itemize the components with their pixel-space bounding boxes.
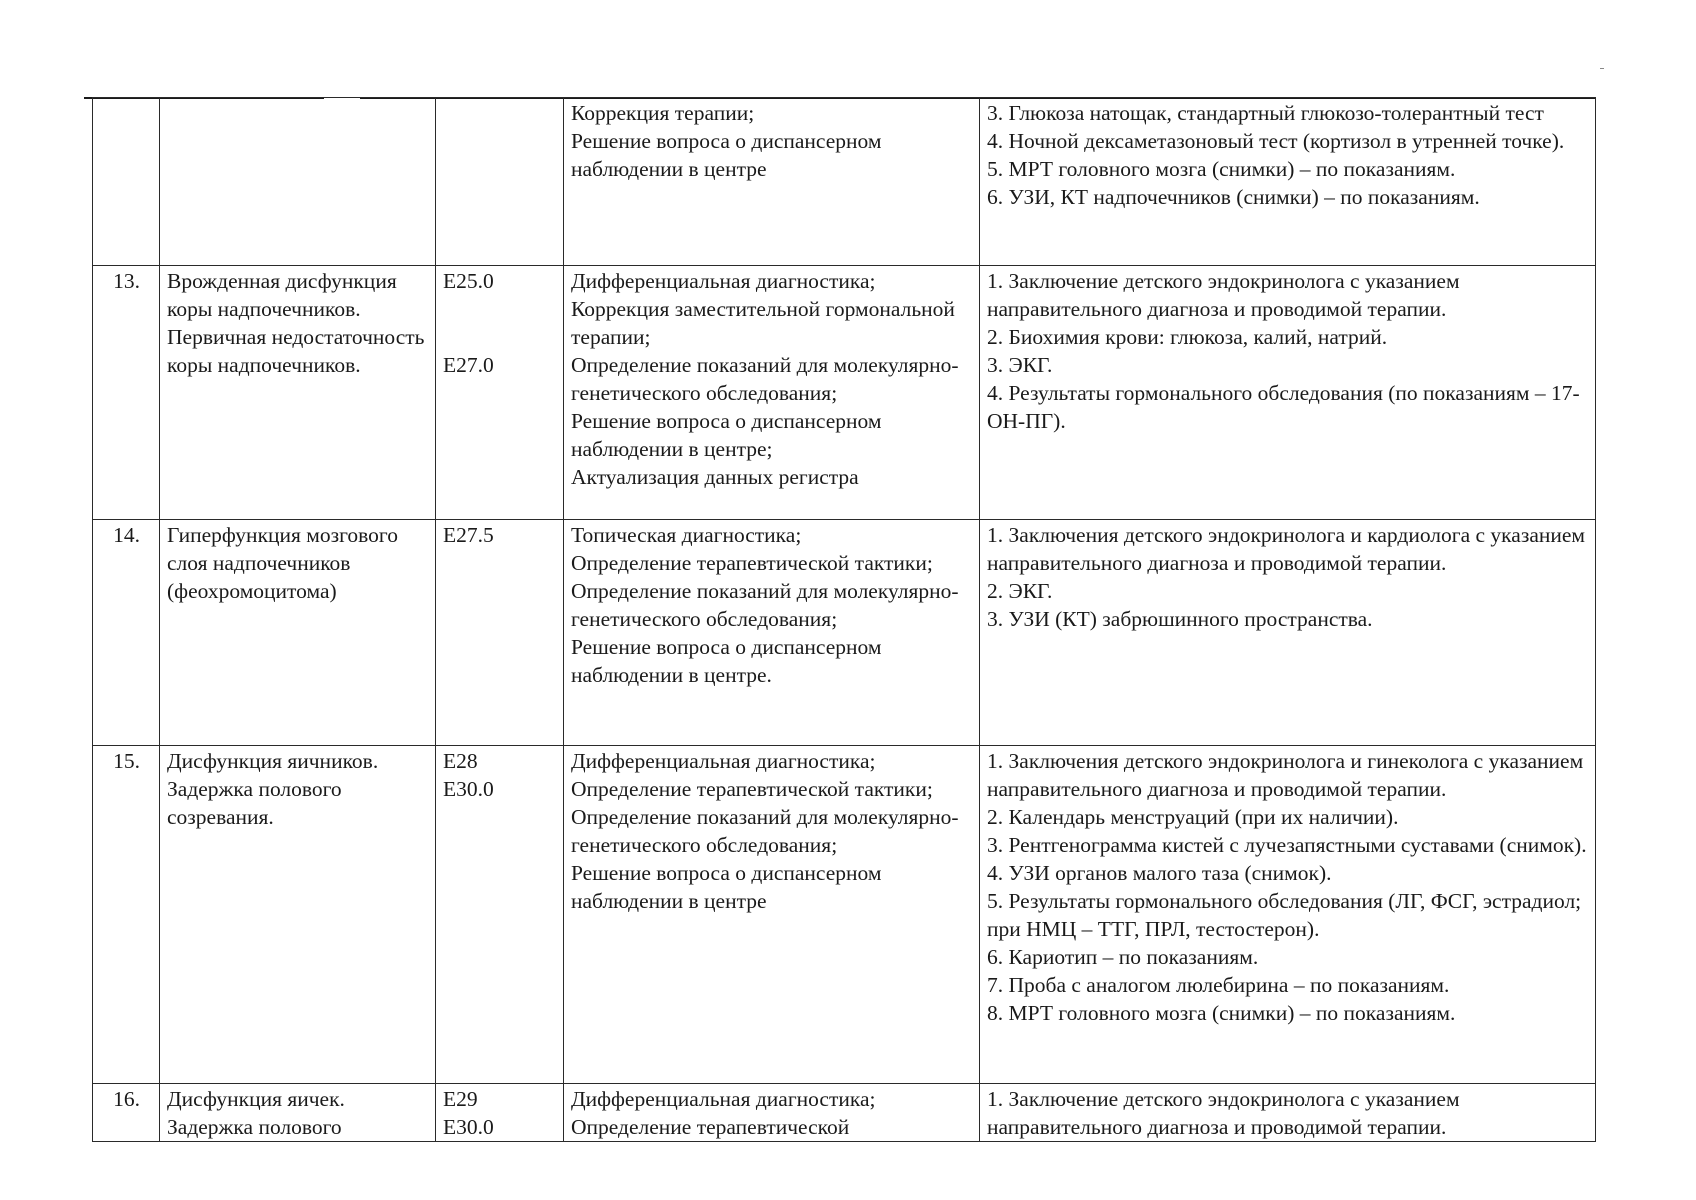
goal-text: Решение вопроса о диспансерном наблюдении в центре; xyxy=(571,409,882,461)
document-item: 6. Кариотип – по показаниям. xyxy=(987,945,1259,969)
goal-text: Коррекция заместительной гормональной терапии; xyxy=(571,297,955,349)
goal-text: Определение показаний для молекулярно-генетического обследования; xyxy=(571,579,959,631)
goals-cell xyxy=(564,746,980,1084)
icd-code: E27.5 xyxy=(443,523,494,547)
document-item: направительного диагноза и проводимой терапии. xyxy=(987,1115,1447,1139)
diagnosis-cell xyxy=(160,520,436,746)
document-item: 2. Биохимия крови: глюкоза, калий, натрий. xyxy=(987,325,1388,349)
code-cell xyxy=(436,746,564,1084)
document-item: 5. МРТ головного мозга (снимки) – по показаниям. xyxy=(987,157,1456,181)
goals-cell xyxy=(564,266,980,520)
table-row xyxy=(93,98,1596,266)
goal-text: Коррекция терапии; xyxy=(571,101,755,125)
goal-text: Решение вопроса о диспансерном наблюдении в центре xyxy=(571,129,882,181)
icd-code: E30.0 xyxy=(443,777,494,801)
documents-cell xyxy=(980,1084,1596,1142)
document-item: 3. Глюкоза натощак, стандартный глюкозо-толерантный тест xyxy=(987,101,1544,125)
code-cell xyxy=(436,1084,564,1142)
table-row xyxy=(93,1084,1596,1142)
diagnosis-text: Дисфункция яичников. xyxy=(167,749,379,773)
document-item: 6. УЗИ, КТ надпочечников (снимки) – по показаниям. xyxy=(987,185,1480,209)
document-item: 1. Заключение детского эндокринолога с указанием xyxy=(987,1087,1460,1111)
code-cell xyxy=(436,98,564,266)
document-item: 3. ЭКГ. xyxy=(987,353,1053,377)
row-number-cell xyxy=(93,98,160,266)
code-cell xyxy=(436,520,564,746)
goal-text: Дифференциальная диагностика; xyxy=(571,269,876,293)
goals-cell xyxy=(564,98,980,266)
document-item: 3. Рентгенограмма кистей с лучезапястными суставами (снимок). xyxy=(987,833,1587,857)
diagnosis-cell xyxy=(160,98,436,266)
icd-code: E27.0 xyxy=(443,353,494,377)
document-item: 1. Заключение детского эндокринолога с указанием направительного диагноза и проводимой терапии. xyxy=(987,269,1460,321)
icd-code: E29 xyxy=(443,1087,478,1111)
diagnosis-cell xyxy=(160,746,436,1084)
document-item: 1. Заключения детского эндокринолога и гинеколога с указанием направительного диагноза и проводимой терапии. xyxy=(987,749,1584,801)
documents-cell xyxy=(980,746,1596,1084)
goals-cell xyxy=(564,520,980,746)
icd-code: E25.0 xyxy=(443,269,494,293)
code-spacer xyxy=(443,295,557,351)
document-item: 4. Результаты гормонального обследования (по показаниям – 17-ОН-ПГ). xyxy=(987,381,1580,433)
diagnosis-text: Врожденная дисфункция коры надпочечников. xyxy=(167,269,397,321)
goal-text: Определение показаний для молекулярно-генетического обследования; xyxy=(571,353,959,405)
table-row xyxy=(93,266,1596,520)
diagnosis-text: Первичная недостаточность коры надпочечников. xyxy=(167,325,425,377)
diagnosis-text: Гиперфункция мозгового слоя надпочечников (феохромоцитома) xyxy=(167,523,398,603)
icd-code: E30.0 xyxy=(443,1115,494,1139)
document-item: 4. УЗИ органов малого таза (снимок). xyxy=(987,861,1332,885)
document-item: 2. ЭКГ. xyxy=(987,579,1053,603)
document-item: 8. МРТ головного мозга (снимки) – по показаниям. xyxy=(987,1001,1456,1025)
document-item: 5. Результаты гормонального обследования (ЛГ, ФСГ, эстрадиол; при НМЦ – ТТГ, ПРЛ, тестостерон). xyxy=(987,889,1582,941)
goal-text: Дифференциальная диагностика; xyxy=(571,1087,876,1111)
document-item: 2. Календарь менструаций (при их наличии). xyxy=(987,805,1399,829)
documents-cell xyxy=(980,520,1596,746)
row-number-cell: 14. xyxy=(93,520,160,746)
table-row xyxy=(93,520,1596,746)
table-row xyxy=(93,746,1596,1084)
goal-text: Определение терапевтической xyxy=(571,1115,850,1139)
icd-code: E28 xyxy=(443,749,478,773)
row-number-cell: 15. xyxy=(93,746,160,1084)
goal-text: Топическая диагностика; xyxy=(571,523,802,547)
diagnosis-cell xyxy=(160,266,436,520)
goal-text: Определение терапевтической тактики; xyxy=(571,551,933,575)
scan-mark xyxy=(1600,68,1604,69)
code-cell xyxy=(436,266,564,520)
row-number-cell: 16. xyxy=(93,1084,160,1142)
document-table xyxy=(92,97,1596,1142)
goal-text: Дифференциальная диагностика; xyxy=(571,749,876,773)
diagnosis-text: Задержка полового созревания. xyxy=(167,777,342,829)
documents-cell xyxy=(980,266,1596,520)
goal-text: Определение терапевтической тактики; xyxy=(571,777,933,801)
document-item: 1. Заключения детского эндокринолога и кардиолога с указанием направительного диагноза и проводимой терапии. xyxy=(987,523,1586,575)
document-item: 3. УЗИ (КТ) забрюшинного пространства. xyxy=(987,607,1373,631)
row-number-cell: 13. xyxy=(93,266,160,520)
goal-text: Решение вопроса о диспансерном наблюдении в центре. xyxy=(571,635,882,687)
diagnosis-cell xyxy=(160,1084,436,1142)
documents-cell xyxy=(980,98,1596,266)
diagnosis-text: Дисфункция яичек. xyxy=(167,1087,345,1111)
diagnosis-text: Задержка полового xyxy=(167,1115,342,1139)
document-item: 4. Ночной дексаметазоновый тест (кортизол в утренней точке). xyxy=(987,129,1565,153)
goal-text: Определение показаний для молекулярно-генетического обследования; xyxy=(571,805,959,857)
goals-cell xyxy=(564,1084,980,1142)
goal-text: Актуализация данных регистра xyxy=(571,465,859,489)
document-item: 7. Проба с аналогом люлебирина – по показаниям. xyxy=(987,973,1450,997)
goal-text: Решение вопроса о диспансерном наблюдении в центре xyxy=(571,861,882,913)
